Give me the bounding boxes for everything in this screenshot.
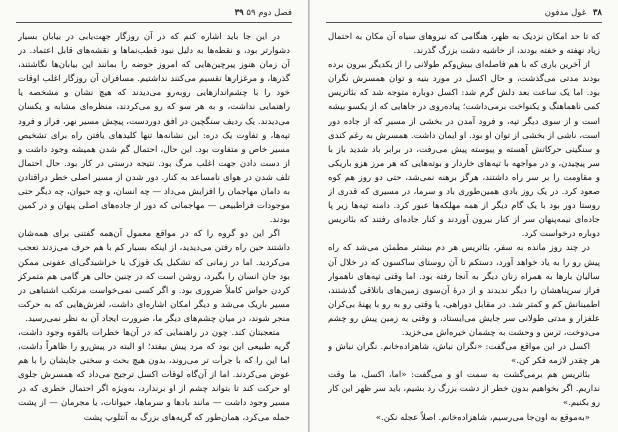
paragraph: اکسل در این مواقع می‌گفت: «نگران نباش، شاهزاده‌خانم. نگران نباش و هر چقدر لازمه فکر کن.»: [328, 342, 600, 367]
paragraph: متعجبتان کند. چون در راهنمایی که در آن‌ها خطرات بالقوه وجود داشت، گریه طبیعی این بود که مرد پیش بیفتد؛ او البته در پیش‌رو را ظاهراً داشت، اما این را که با جرأت تر می‌روند، بدون هیچ بحث و سخنی جایشان را با هم عوض می‌کردند. اما از آن‌گاه لوقات اکسل ترجیح می‌داد که همسرش جلوی او حرکت کند تا بتواند چشم از او برندارد، به‌ویژه اگر احتمال خطری که در مسیر وجود داشت — مانند بادها و سرماها، حیوانات، یا مجرمان — از پشت حمله می‌کرد، همان‌طور که گریه‌های بزرگ به آنتلوپ پشت: [18, 327, 290, 422]
left-page-number: ۳۹: [234, 8, 244, 18]
paragraph: در چند روز مانده به سفر، بئاتریس هر دم بیشتر مطمئن می‌شد که راه پیش رو را به یاد خواهد آورد، دستکم تا آن روستای ساکسون که در خلال آن سالیان بارها به همراه زنان دیگر به آنجا رفته بود. اما وقتی تپه‌های ناهموار فراز سرپناهشان را دیگر ندیدند و از درهٔ آن‌سوی زمین‌های باتلاقی گذشتند، اطمینانش کم و کمتر شد. در مقابل دوراهی، یا وقتی رو به رو با پهنهٔ بی‌کران علفزار و مدتی طولانی سر جایش می‌ایستاد، و وقتی به زمین پیش رو چشم می‌دوخت، ترس و وحشت به چشمان خیره‌اش می‌خزید.: [328, 243, 600, 338]
header-rule: [16, 22, 292, 23]
paragraph: از آخرین باری که با هم فاصله‌ای بیش‌وکم طولانی را از یکدیگر بیرون برده بودند مدتی می‌گذشت، و حال اکسل در مورد بنیه و توان همسرش نگران بود. اما یک ساعت بعد دلش گرم شد: اکسل دوباره متوجه شد که بئاتریس کمی ناهماهنگ و یکنواخت برمی‌داشت؛ پیاده‌روی در جاهایی که از یکسو بیشه است و از سوی دیگر تپه، و فرود آمدن در بخشی از مسیر که از جاده دور است، ناشی از بخشی از توان او بود. او ایمان داشت. همسرش به رغم کندی و سنگینی حرکاتش آهسته و پیوسته پیش می‌رفت، در برابر باد شدید باز با سر پیچیدن، و در مواجهه با تپه‌های خاردار و بوته‌هایی که هر مرز هزو باریکی و مقاومت را بر سر راه داشتند، هرگز برهنه نمی‌شد، حتی دو روز هم کوه صعود کرد. در یک روز بادی همین‌طوری باد و سرما، در مسیری که قدری از روستا دور بود با یک گام دیگر از همه مهلکه‌ها عبور کرد. دامنه تپه‌ها زیر پا جاده‌ای نیمه‌پنهان سر از کنار بیرون آوردند و کنار جاده‌ای رفتند که بئاتریس دوباره درخواست کرد.: [328, 60, 600, 240]
paragraph: که تا حد امکان نزدیک به ظهر، هنگامی که نیروهای سیاه آن مکان به احتمال زیاد نهفته و خفته بودند، از حاشیه دشت بزرگ گذرند.: [328, 32, 600, 57]
right-page-header: [326, 8, 602, 22]
right-page: [309, 0, 618, 432]
paragraph: «به‌موقع به اون‌جا می‌رسیم، شاهزاده‌خانم. اصلاً عجله نکن.»: [375, 412, 590, 422]
right-page-body: [328, 30, 600, 422]
book-title: غول مدفون: [544, 8, 587, 18]
left-page-body: [18, 30, 290, 422]
paragraph: در این جا باید اشاره کنم که در آن روزگار جهت‌یابی در بیابان بسیار دشوارتر بود، و نقطه‌ها به دلیل نبود قطب‌نماها و نقشه‌های قابل اعتماد. در آن زمان هنوز پیرچین‌هایی که امروز حوضه را بمانند این بیابان‌ها نگاشتند، گذرها، و مرغزارها تقسیم می‌کنند نداشتیم. مسافران آن روزگار اغلب اوقات خود را با چشم‌اندازهایی روبه‌رو می‌دیدند که هیچ نشان و مشخصه یا راهنمایی نداشت، و به هر سو که رو می‌کردند، منظره‌ای مشابه و یکسان می‌دیدند. یک ردیف سنگچین در افق دوردست، پیچش مسیر نهر، فراز و فرود تپه‌ها، و تفاوت یک دره: این نشانه‌ها تنها کلیدهای یافتن راه برای تشخیص مسیر خاص و متفاوت بود. این حال، احتمال گم شدن همیشه وجود داشت و از دست دادن جهت اغلب مرگ بود. نتیجه درستی در کار بود. حال احتمال تلف شدن در هوای نامساعد به کنار. دور شدن از مسیر اصلی خطر دراقتادن به دامان مهاجمان را افزایش می‌داد — چه انسان، و چه حیوان، چه دیگر حتی موجودات فراطبیعی — مهاجمانی که دور از جاده‌های اصلی پنهان و در کمین بودند.: [18, 32, 290, 226]
header-rule: [326, 22, 602, 23]
left-page-header: [16, 8, 292, 22]
chapter-title: فصل دوم ۵۹: [246, 8, 292, 18]
paragraph: بئاتریس هم برمی‌گشت به سمت او و می‌گفت: «اما، اکسل، ما وقت نداریم. اگر بخواهیم بدون خطر از دشت بزرگ رد بشیم، باید سر ظهر این کار رو بکنیم.»: [328, 370, 600, 409]
paragraph: اگر این دو گروه را که در مواقع معمول آن‌همه گفتنی برای همه‌شان داشتند حین راه رفتن می‌دیدید، از اینکه بسیار کم با هم حرف می‌زدند تعجب می‌کردید. اما در زمانی که تشکیل یک قوزک یا خراشیدگی‌ای عفونی ممکن بود جان انسان را بگیرد، روشن است که در چنین حالی هر گامی هم متمرکز کردن حواس کاملاً ضروری بود. و اگر کسی نمی‌خواست مرتکب اشتباهی در مسیر باریک می‌شد و دیگر امکان اشاره‌ای داشت، لغزش‌هایی که به حرکت منجر شوند، در میان چشم‌های دیگر ما، ضرورت ایجاد آن به نظر نمی‌رسید.: [18, 229, 290, 324]
right-page-number: ۳۸: [592, 8, 602, 18]
